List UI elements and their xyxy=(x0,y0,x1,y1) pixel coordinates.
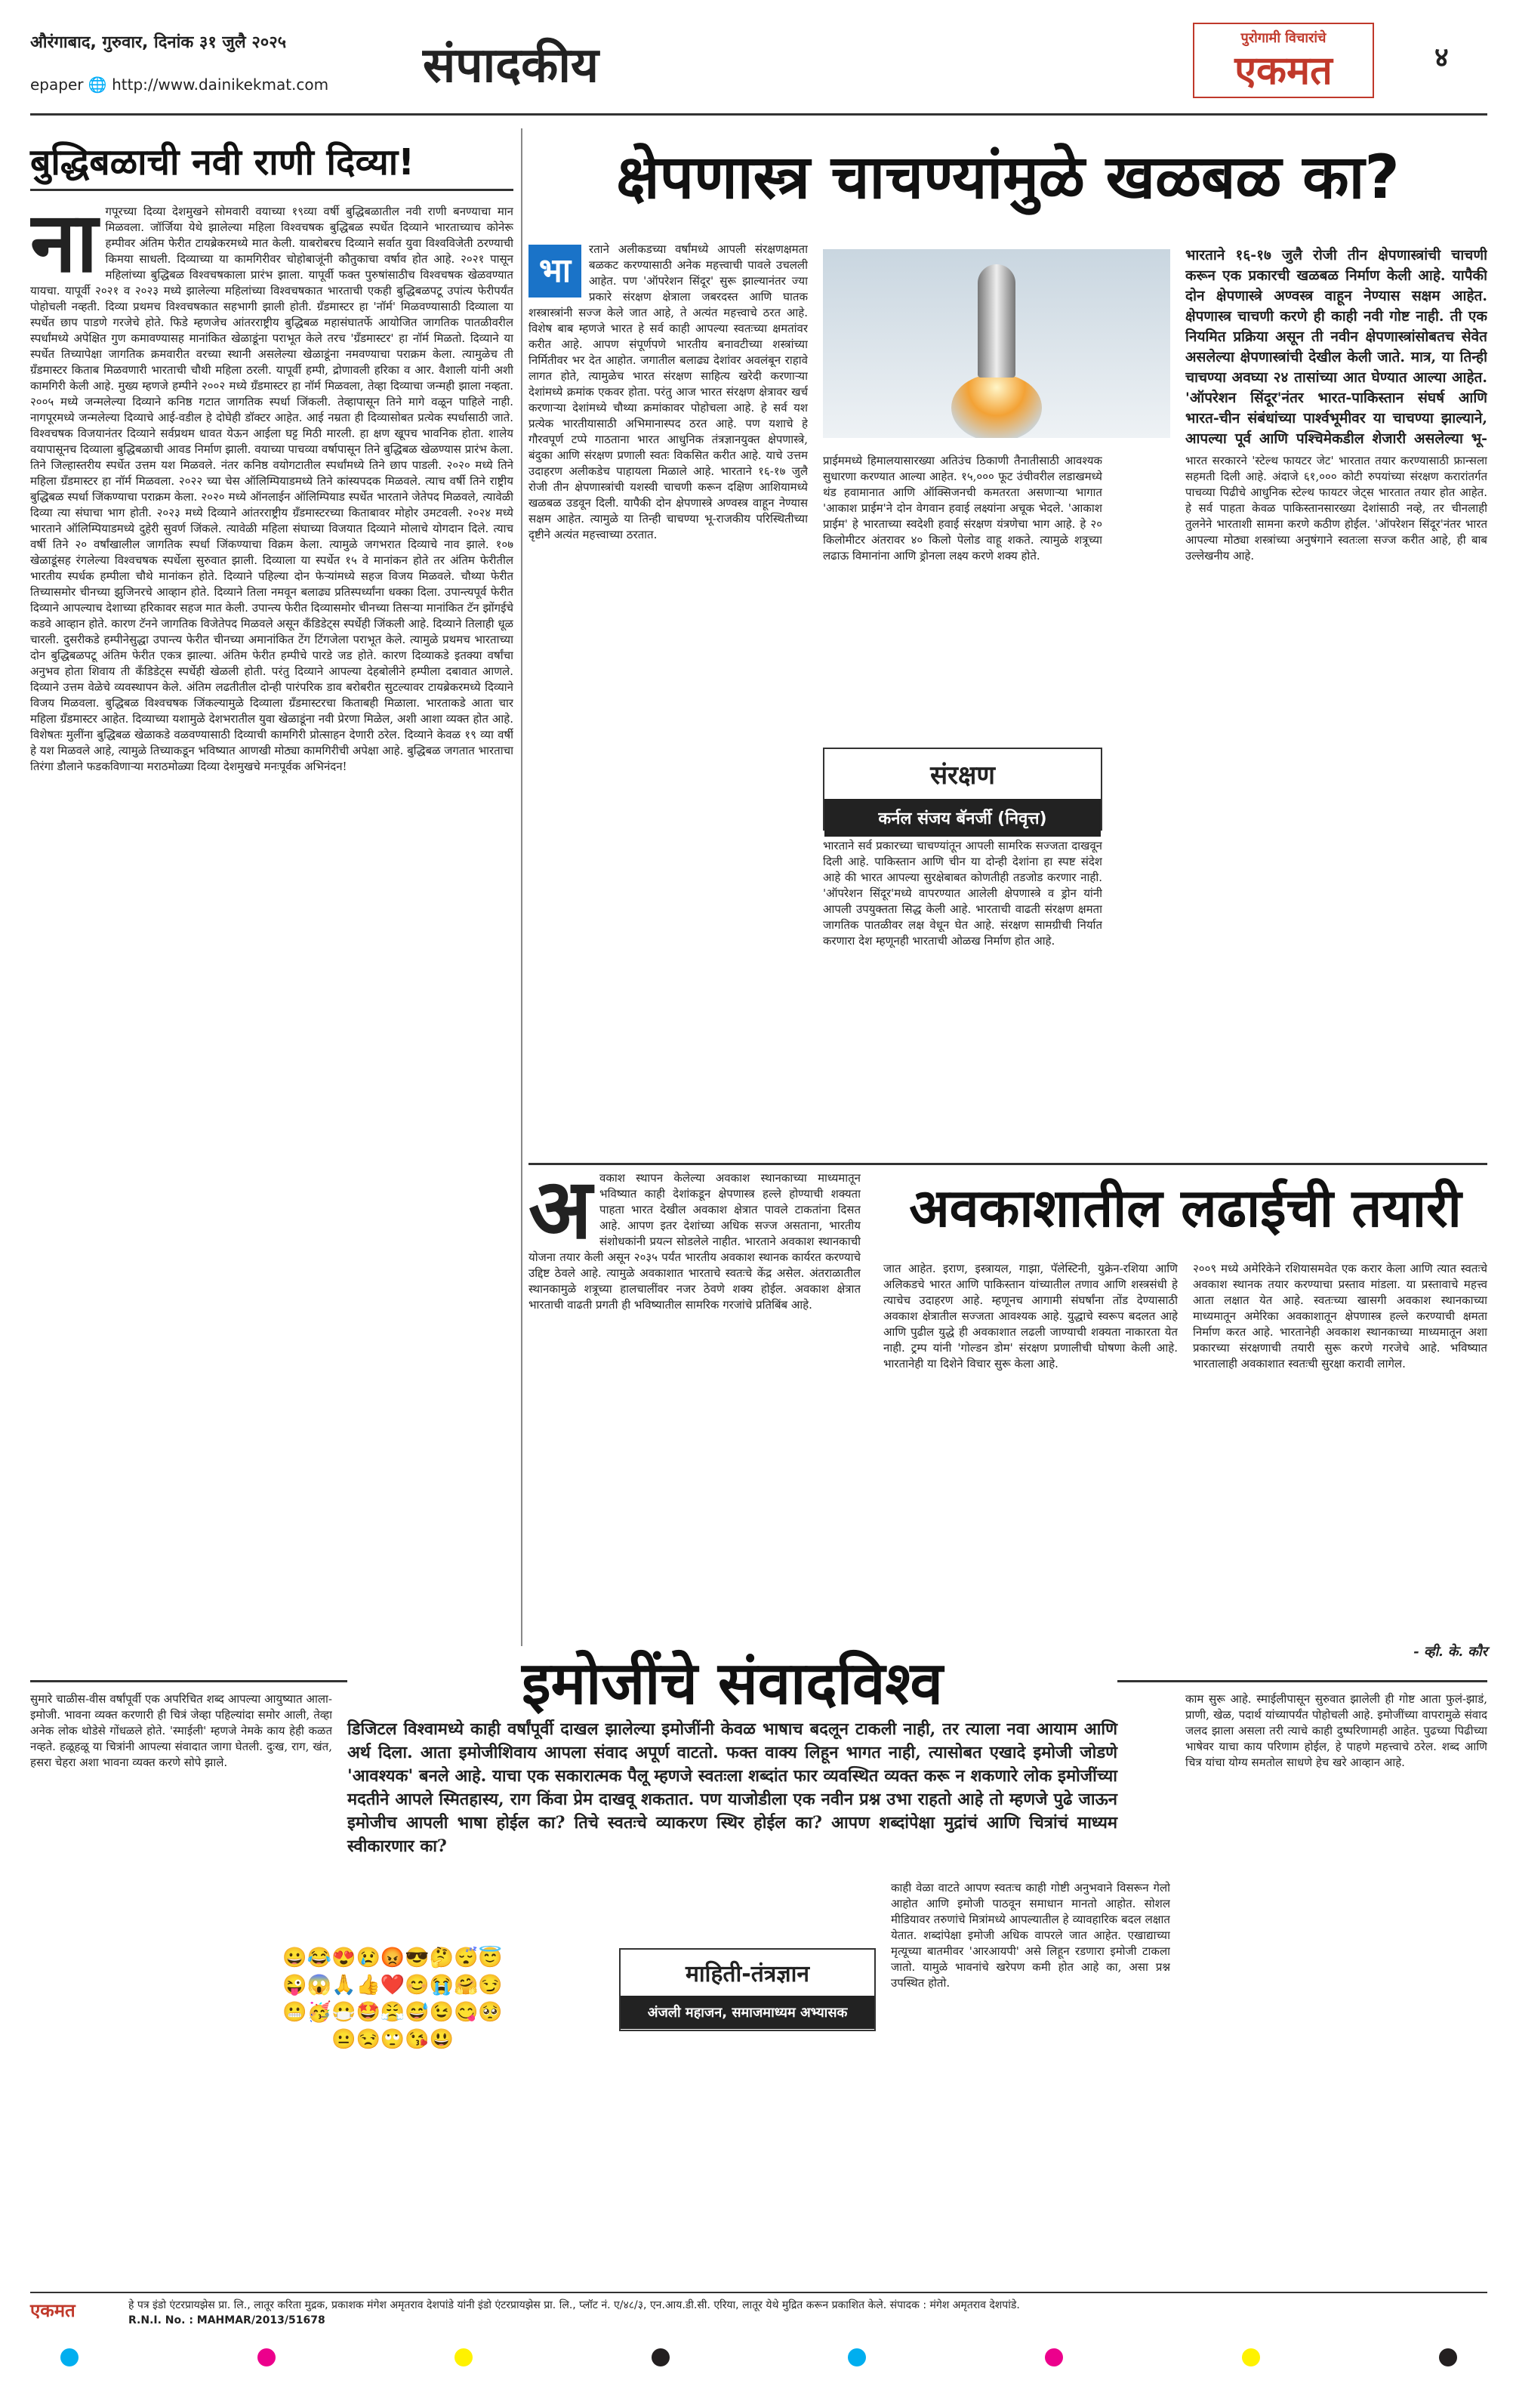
footer-rni: R.N.I. No. : MAHMAR/2013/51678 xyxy=(128,2314,325,2326)
emoji-icon: 👍 xyxy=(356,1974,381,1996)
article3-body-col2: जात आहेत. इराण, इस्त्रायल, गाझा, पॅलेस्टिनी, युक्रेन-रशिया आणि अलिकडचे भारत आणि पाकिस्तान यांच्यातील तणाव आणि शस्त्रसंधी हे त्याचेच उदाहरण आहे. म्हणूनच आगामी संघर्षांना तोंड देण्यासाठी अवकाश क्षेत्रातील सज्जता आवश्यक आहे. युद्धाचे स्वरूप बदलत आहे आणि पुढील युद्धे ही अवकाशात लढली जाण्याची शक्यता नाकारता येत नाही. ट्रम्प यांनी 'गोल्डन डोम' संरक्षण प्रणालीची घोषणा केली आहे. भारतानेही या दिशेने विचार सुरू केला आहे. xyxy=(883,1262,1178,1370)
emoji-icon: 😋 xyxy=(453,2001,479,2024)
emoji-icon: 😜 xyxy=(282,1974,307,1996)
article3-dropcap: अ xyxy=(528,1170,593,1257)
emoji-icon: 😴 xyxy=(453,1947,479,1969)
article4-author-box xyxy=(619,1948,876,2031)
article4-intro: डिजिटल विश्वामध्ये काही वर्षांपूर्वी दाखल झालेल्या इमोजींनी केवळ भाषाच बदलून टाकली नाही, तर त्याला नवा आयाम आणि अर्थ दिला. आता इमोजीशिवाय आपला संवाद अपूर्ण वाटतो. फक्त वाक्य लिहून भागत नाही, त्यासोबत एखादे इमोजी जोडणे 'आवश्यक' बनले आहे. याचा एक सकारात्मक पैलू म्हणजे स्वतःला शब्दांत फार व्यवस्थित व्यक्त करू न शकणारे लोक इमोजींच्या मदतीने आपले स्मितहास्य, राग किंवा प्रेम दाखवू शकतात. पण याजोडीला एक नवीन प्रश्न उभा राहतो आहे तो म्हणजे पुढे जाऊन इमोजीच आपली भाषा होईल का? तिचे स्वतःचे व्याकरण स्थिर होईल का? आपण शब्दांपेक्षा मुद्रांचं आणि चित्रांचं माध्यम स्वीकारणार का? xyxy=(347,1719,1117,1856)
footer-logo: एकमत xyxy=(30,2300,75,2321)
logo-tagline: पुरोगामी विचारांचे xyxy=(1240,30,1326,46)
footer-publisher: हे पत्र इंडो एंटरप्रायझेस प्रा. लि., लातूर करिता मुद्रक, प्रकाशक मंगेश अमृतराव देशपांडे यांनी इंडो एंटरप्रायझेस प्रा. लि., प्लॉट नं. ए/४८/३, एन.आय.डी.सी. एरिया, लातूर येथे मुद्रित करून प्रकाशित केले. संपादक : मंगेश अमृतराव देशपांडे. xyxy=(128,2299,1020,2311)
footer xyxy=(30,2292,1487,2329)
article4-body-col2: काही वेळा वाटते आपण स्वतःच काही गोष्टी अनुभवाने विसरून गेलो आहोत आणि इमोजी पाठवून समाधान मानतो आहोत. सोशल मीडियावर तरुणांचे मित्रांमध्ये आपल्यातील हे व्यावहारिक बदल लक्षात येतात. शब्दांपेक्षा इमोजी अधिक वापरले जात आहेत. एखाद्याच्या मृत्यूच्या बातमीवर 'आरआयपी' असे लिहून रडणारा इमोजी टाकला जातो. यामुळे भावनांचे खरेपण कमी होत आहे का, असा प्रश्न उपस्थित होतो. xyxy=(891,1881,1170,1990)
article1-dropcap: ना xyxy=(30,204,98,291)
emoji-icon: 😍 xyxy=(331,1947,356,1969)
emoji-icon: 😢 xyxy=(356,1947,381,1969)
emoji-icon: 😐 xyxy=(331,2028,356,2051)
missile-body xyxy=(978,264,1015,378)
article2-body-col4: भारत सरकारने 'स्टेल्थ फायटर जेट' भारतात तयार करण्यासाठी फ्रान्सला सहमती दिली आहे. अंदाजे ६१,००० कोटी रुपयांच्या संरक्षण करारांतर्गत पाचव्या पिढीचे आधुनिक स्टेल्थ फायटर जेट्स भारतात तयार होत आहेत. हे सर्व पाहता केवळ पाकिस्तानसारख्या देशांसाठी नव्हे, तर चीनलाही तुलनेने भारताशी सामना करणे कठीण होईल. 'ऑपरेशन सिंदूर'नंतर भारत आपल्या मोठ्या शस्त्रांच्या अनुषंगाने स्वतःला सज्ज करीत आहे, ही बाब उल्लेखनीय आहे. xyxy=(1185,454,1487,563)
yellow-mark xyxy=(1242,2348,1260,2366)
epaper-label: epaper xyxy=(30,76,84,94)
emoji-icon: 😱 xyxy=(307,1974,332,1996)
missile-flame xyxy=(951,374,1042,438)
emoji-icon: 🤔 xyxy=(429,1947,454,1969)
article2-body-col1 xyxy=(528,242,808,936)
article1-text: गपूरच्या दिव्या देशमुखने सोमवारी वयाच्या १९व्या वर्षी बुद्धिबळातील नवी राणी बनण्याचा मान मिळवला. जॉर्जिया येथे झालेल्या महिला विश्वचषक बुद्धिबळ स्पर्धेत दिव्याने भारताच्याच कोनेरू हम्पीवर अंतिम फेरीत टायब्रेकरमध्ये मात केली. याबरोबरच दिव्याने सर्वात युवा विश्वविजेती ठरण्याची किमया साधली. दिव्याच्या या कामगिरीवर चोहोबाजूंनी कौतुकाचा वर्षाव होत आहे. २०२१ पासून महिलांच्या बुद्धिबळ विश्वचषकाला प्रारंभ झाला. यापूर्वी फक्त पुरुषांसाठीच विश्वचषक खेळवण्यात यायचा. यापूर्वी २०२१ व २०२३ मध्ये झालेल्या महिलांच्या विश्वचषकात भारताची एकही बुद्धिबळपटू उपांत्य फेरीपर्यंत पोहोचली नव्हती. दिव्या प्रथमच विश्वचषकात सहभागी झाली होती. ग्रँडमास्टर हा 'नॉर्म' मिळवण्यासाठी दिव्याला या स्पर्धेत छाप पाडणे गरजेचे होते. फिडे म्हणजेच आंतरराष्ट्रीय बुद्धिबळ महासंघातर्फे आयोजित जागतिक पातळीवरील स्पर्धांमध्ये अपेक्षित गुण कमावण्यासह मानांकित खेळाडूंना पराभूत केले तरच 'ग्रँडमास्टर' हा नॉर्म मिळतो. दिव्याने या स्पर्धेत तिच्यापेक्षा जागतिक क्रमवारीत वरच्या स्थानी असलेल्या खेळाडूंना नमवण्याचा पराक्रम केला. त्यामुळेच ती ग्रँडमास्टर किताब मिळवणारी भारताची चौथी महिला ठरली. यापूर्वी हम्पी, द्रोणावली हरिका व आर. वैशाली यांनी अशी कामगिरी केली आहे. मुख्य म्हणजे हम्पीने २००२ मध्ये ग्रँडमास्टर हा नॉर्म मिळवला, तेव्हा दिव्याचा जन्मही झाला नव्हता. २००५ मध्ये जन्मलेल्या दिव्याने कनिष्ठ गटात जागतिक स्पर्धा जिंकली. तेव्हापासून तिने मागे वळून पाहिले नाही. नागपूरमध्ये जन्मलेल्या दिव्याचे आई-वडील हे दोघेही डॉक्टर आहेत. आई नम्रता ही दिव्यासोबत प्रत्येक स्पर्धासाठी जाते. विश्वचषक विजयानंतर दिव्याने सर्वप्रथम धावत येऊन आईला घट्ट मिठी मारली. हा क्षण खूपच भावनिक होता. शालेय वयापासूनच दिव्याला बुद्धिबळाची आवड निर्माण झाली. वयाच्या पाचव्या वर्षापासून तिने बुद्धिबळ खेळण्यास प्रारंभ केला. तिने जिल्हास्तरीय स्पर्धेत उत्तम यश मिळवले. नंतर कनिष्ठ वयोगटातील स्पर्धांमध्ये तिने छाप पाडली. २०२० मध्ये तिने महिला ग्रँडमास्टर हा नॉर्म मिळवला. २०२२ च्या चेस ऑलिम्पियाडमध्ये तिने कांस्यपदक मिळवले. त्याच वर्षी तिने राष्ट्रीय बुद्धिबळ स्पर्धा जिंकण्याचा पराक्रम केला. २०२० मध्ये ऑनलाईन ऑलिम्पियाड स्पर्धेत भारताने जेतेपद मिळवले, त्यावेळी दिव्या त्या संघाचा भाग होती. २०२३ मध्ये दिव्याने आंतरराष्ट्रीय ग्रँडमास्टरच्या किताबावर मोहोर उमटवली. २०२४ मध्ये भारताने ऑलिम्पियाडमध्ये दुहेरी सुवर्ण जिंकले. त्यावेळी महिला संघाच्या विजयात दिव्याने मोलाचे योगदान दिले. त्याच वर्षी तिने २० वर्षांखालील जागतिक स्पर्धा जिंकण्याचा विक्रम केला. त्यामुळे जगभरात दिव्याचे नाव झाले. १०७ खेळाडूंसह रंगलेल्या विश्वचषक स्पर्धेला सुरुवात झाली. दिव्याला या स्पर्धेत १५ वे मानांकन होते तर अंतिम फेरीतील भारतीय स्पर्धक हम्पीला चौथे मानांकन होते. दिव्याने पहिल्या दोन फेऱ्यांमध्ये सहज विजय मिळवले. चौथ्या फेरीत तिच्यासमोर चीनच्या झुजिनरचे आव्हान होते. दिव्याने तिला नमवून बलाढ्य प्रतिस्पर्ध्यांना धक्का दिला. उपान्त्यपूर्व फेरीत दिव्याने आपल्याच देशाच्या हरिकावर सहज मात केली. उपान्त्य फेरीत दिव्यासमोर चीनच्या तिसऱ्या मानांकित टॅन झोंगईचे कडवे आव्हान होते. कारण टॅनने जागतिक विजेतेपद मिळवले असून कॅंडिडेट्स स्पर्धेही जिंकली आहे. दिव्याने तिलाही धूळ चारली. दुसरीकडे हम्पीनेसुद्धा उपान्त्य फेरीत चीनच्या अमानांकित टेंग टिंगजेला पराभूत केले. त्यामुळे प्रथमच भारताच्या दोन बुद्धिबळपटू अंतिम फेरीत एकत्र झाल्या. अंतिम फेरीत हम्पीचे पारडे जड होते. कारण दिव्याकडे इतक्या वर्षांचा अनुभव होता शिवाय ती कॅंडिडेट्स स्पर्धेही खेळली होती. परंतु दिव्याने आपल्या देहबोलीने हम्पीला दबावात आणले. दिव्याने उत्तम वेळेचे व्यवस्थापन केले. अंतिम लढतीतील दोन्ही पारंपरिक डाव बरोबरीत सुटल्यावर टायब्रेकरमध्ये दिव्याने विजय मिळवला. बुद्धिबळ विश्वचषक जिंकल्यामुळे दिव्याला ग्रँडमास्टरचा किताबही मिळाला. भारताकडे आता चार महिला ग्रँडमास्टर आहेत. दिव्याच्या यशामुळे देशभरातील युवा खेळाडूंना नवी प्रेरणा मिळेल, अशी आशा व्यक्त होत आहे. विशेषतः मुलींना बुद्धिबळ खेळाकडे वळवण्यासाठी दिव्याची कामगिरी प्रोत्साहन देणारी ठरेल. दिव्याने केवळ १९ व्या वर्षी हे यश मिळवले आहे, त्यामुळे तिच्याकडून भविष्यात आणखी मोठ्या कामगिरीची अपेक्षा आहे. बुद्धिबळ जगतात भारताचा तिरंगा डौलाने फडकविणाऱ्या मराठमोळ्या दिव्या देशमुखचे मनःपूर्वक अभिनंदन! xyxy=(30,205,513,773)
article2-author-box xyxy=(823,748,1102,831)
article2-headline: क्षेपणास्त्र चाचण्यांमुळे खळबळ का? xyxy=(616,142,1400,212)
article4-body-col3: काम सुरू आहे. स्माईलीपासून सुरुवात झालेली ही गोष्ट आता फुलं-झाडं, प्राणी, खेळ, पदार्थ यांच्यापर्यंत पोहोचली आहे. इमोजींच्या वापरामुळे संवाद जलद झाला असला तरी त्याचे काही दुष्परिणामही आहेत. पुढच्या पिढीच्या भाषेवर याचा काय परिणाम होईल, हे पाहणे महत्त्वाचे ठरेल. शब्द आणि चित्र यांचा योग्य समतोल साधणे हेच खरे आव्हान आहे. xyxy=(1185,1692,1487,1769)
article2-body-col3: भारताने सर्व प्रकारच्या चाचण्यांतून आपली सामरिक सज्जता दाखवून दिली आहे. पाकिस्तान आणि चीन या दोन्ही देशांना हा स्पष्ट संदेश आहे की भारत आपल्या सुरक्षेबाबत कोणतीही तडजोड करणार नाही. 'ऑपरेशन सिंदूर'मध्ये वापरण्यात आलेली क्षेपणास्त्रे व ड्रोन यांनी आपली उपयुक्तता सिद्ध केली आहे. भारताची वाढती संरक्षण क्षमता जागतिक पातळीवर लक्ष वेधून घेत आहे. संरक्षण सामग्रीची निर्यात करणारा देश म्हणूनही भारताची ओळख निर्माण होत आहे. xyxy=(823,839,1102,948)
article4-column-name: माहिती-तंत्रज्ञान xyxy=(685,1961,810,1987)
issue-date: औरंगाबाद, गुरुवार, दिनांक ३१ जुलै २०२५ xyxy=(30,33,287,52)
emoji-collage xyxy=(272,1944,513,2118)
emoji-icon: 😭 xyxy=(429,1974,454,1996)
emoji-icon: 😅 xyxy=(405,2001,430,2024)
masthead-left xyxy=(30,30,423,106)
cyan-mark xyxy=(848,2348,866,2366)
header-divider xyxy=(30,113,1487,116)
article4-author: अंजली महाजन, समाजमाध्यम अभ्यासक xyxy=(621,1996,874,2029)
globe-icon: 🌐 xyxy=(88,76,107,94)
yellow-mark xyxy=(454,2348,473,2366)
emoji-icon: 😇 xyxy=(478,1947,503,1969)
article3-text1: वकाश स्थापन केलेल्या अवकाश स्थानकाच्या माध्यमातून भविष्यात काही देशांकडून क्षेपणास्त्र हल्ले होण्याची शक्यता पाहता भारत देखील अवकाश क्षेत्रात पावले टाकतांना दिसत आहे. आपण इतर देशांच्या अधिक सज्ज असताना, भारतीय संशोधकांनी प्रयत्न सोडलेले नाहीत. भारताने अवकाश स्थानकाची योजना तयार केली असून २०३५ पर्यंत भारतीय अवकाश स्थानक कार्यरत करण्याचे उद्दिष्ट ठेवले आहे. त्यामुळे अवकाशात भारताचे स्वतःचे केंद्र असेल. अंतराळातील स्थानकामुळे शत्रूच्या हालचालींवर नजर ठेवणे शक्य होईल. अवकाश क्षेत्रात भारताची वाढती प्रगती ही भविष्यातील सामरिक गरजांचे प्रतिबिंब आहे. xyxy=(528,1171,861,1312)
website-link[interactable]: http://www.dainikekmat.com xyxy=(112,76,329,94)
emoji-icon: 😡 xyxy=(380,1947,405,1969)
article3-byline: - व्ही. के. कौर xyxy=(1413,1644,1487,1660)
black-mark xyxy=(1439,2348,1457,2366)
emoji-icon: 😀 xyxy=(282,1947,307,1969)
emoji-icon: 😏 xyxy=(478,1974,503,1996)
magenta-mark xyxy=(1045,2348,1063,2366)
article2-lead: भारताने १६-१७ जुलै रोजी तीन क्षेपणास्त्रांची चाचणी करून एक प्रकारची खळबळ निर्माण केली आहे. यापैकी दोन क्षेपणास्त्रे अण्वस्त्र वाहून नेण्यास सक्षम आहेत. क्षेपणास्त्र चाचणी करणे ही काही नवी गोष्ट नाही. ती एक नियमित प्रक्रिया असून ती नवीन क्षेपणास्त्रांसोबतच सेवेत असलेल्या क्षेपणास्त्रांची देखील केली जाते. मात्र, या तिन्ही चाचण्या अवघ्या २४ तासांच्या आत घेण्यात आल्या आहेत. 'ऑपरेशन सिंदूर'नंतर भारत-पाकिस्तान संघर्ष आणि भारत-चीन संबंधांच्या पार्श्वभूमीवर या चाचण्या झाल्याने, आपल्या पूर्व आणि पश्चिमेकडील शेजारी असलेल्या भू- xyxy=(1185,247,1487,447)
section-title: संपादकीय xyxy=(423,38,599,94)
emoji-icon: 😷 xyxy=(331,2001,356,2024)
emoji-icon: 😬 xyxy=(282,2001,307,2024)
emoji-icon: 😤 xyxy=(380,2001,405,2024)
newspaper-logo xyxy=(1193,23,1374,98)
article2-text1: रताने अलीकडच्या वर्षांमध्ये आपली संरक्षणक्षमता बळकट करण्यासाठी अनेक महत्त्वाची पावले उचलली आहेत. पण 'ऑपरेशन सिंदूर' सुरू झाल्यानंतर ज्या प्रकारे संरक्षण क्षेत्राला जबरदस्त आणि घातक शस्त्रास्त्रांनी सज्ज केले जात आहे, ते अत्यंत महत्त्वाचे ठरत आहे. विशेष बाब म्हणजे भारत हे सर्व काही आपल्या स्वतःच्या क्षमतांवर करीत आहे. आपण संपूर्णपणे भारतीय बनावटीच्या शस्त्रांच्या निर्मितीवर भर देत आहोत. जगातील बलाढ्य देशांवर अवलंबून राहावे लागत होते, त्यामुळेच भारत संरक्षण साहित्य खरेदी करणाऱ्या देशांमध्ये क्रमांक एकवर होता. परंतु आज भारत संरक्षण क्षेत्रावर खर्च करणाऱ्या देशांमध्ये चौथ्या क्रमांकावर पोहोचला आहे. हे सर्व यश प्रत्येक भारतीयासाठी अभिमानास्पद ठरत आहे. पण यशाचे हे गौरवपूर्ण टप्पे गाठताना भारत आधुनिक तंत्रज्ञानयुक्त क्षेपणास्त्रे, बंदुका आणि संरक्षण प्रणाली स्वतः विकसित करीत आहे. याचे उत्तम उदाहरण अलीकडेच पाहायला मिळाले आहे. भारताने १६-१७ जुलै रोजी तीन क्षेपणास्त्रांची यशस्वी चाचणी करून दक्षिण आशियामध्ये खळबळ उडवून दिली. यापैकी दोन क्षेपणास्त्रे अण्वस्त्र वाहून नेण्यास सक्षम आहेत. त्यामुळे या तिन्ही चाचण्या भू-राजकीय परिस्थितीच्या दृष्टीने अत्यंत महत्त्वाच्या ठरतात. xyxy=(528,242,808,541)
cyan-mark xyxy=(60,2348,79,2366)
logo-name: एकमत xyxy=(1234,48,1333,94)
article3-headline: अवकाशातील लढाईची तयारी xyxy=(909,1177,1462,1239)
article4-body-col1: सुमारे चाळीस-वीस वर्षांपूर्वी एक अपरिचित शब्द आपल्या आयुष्यात आला- इमोजी. भावना व्यक्त करणारी ही चित्रं जेव्हा पहिल्यांदा समोर आली, तेव्हा अनेक लोक थोडेसे गोंधळले होते. 'स्माईली' म्हणजे नेमके काय हेही कळत नव्हते. हळूहळू या चित्रांनी आपल्या संवादात जागा घेतली. दुःख, राग, खंत, हसरा चेहरा अशा भावना व्यक्त करणे सोपे झाले. xyxy=(30,1692,332,1769)
emoji-icon: 😒 xyxy=(356,2028,381,2051)
emoji-icon: 😎 xyxy=(405,1947,430,1969)
emoji-icon: 😘 xyxy=(405,2028,430,2051)
epaper-url[interactable] xyxy=(30,76,423,94)
magenta-mark xyxy=(257,2348,276,2366)
article2-body-col2: प्राईममध्ये हिमालयासारख्या अतिउंच ठिकाणी तैनातीसाठी आवश्यक सुधारणा करण्यात आल्या आहेत. १५,००० फूट उंचीवरील लडाखमध्ये थंड हवामानात आणि ऑक्सिजनची कमतरता असणाऱ्या भागात 'आकाश प्राईम'ने दोन वेगवान हवाई लक्ष्यांना अचूक भेदले. 'आकाश प्राईम' हे भारताच्या स्वदेशी हवाई संरक्षण यंत्रणेचा भाग आहे. हे २० किलोमीटर अंतरावर ४० किलो पेलोड वाहू शकते. त्यामुळे शत्रूच्या लढाऊ विमानांना आणि ड्रोनला लक्ष्य करणे शक्य होते. xyxy=(823,454,1102,563)
article2-bottom-rule xyxy=(528,1163,1487,1165)
emoji-icon: 🥳 xyxy=(307,2001,332,2024)
missile-launch-image xyxy=(823,249,1170,438)
emoji-icon: 🤗 xyxy=(453,1974,479,1996)
emoji-icon: 🙏 xyxy=(331,1974,356,1996)
emoji-icon: 😃 xyxy=(429,2028,454,2051)
emoji-icon: 😉 xyxy=(429,2001,454,2024)
emoji-icon: 😊 xyxy=(405,1974,430,1996)
page-number: ४ xyxy=(1434,42,1449,73)
article2-author: कर्नल संजय बॅनर्जी (निवृत्त) xyxy=(824,799,1101,837)
article1-rule xyxy=(30,189,513,191)
article1-body xyxy=(30,204,513,1850)
black-mark xyxy=(652,2348,670,2366)
article3-body-col3: २००९ मध्ये अमेरिकेने रशियासमवेत एक करार केला आणि त्यात स्वतःचे अवकाश स्थानक तयार करण्याचा प्रस्ताव मांडला. या प्रस्तावाचे महत्त्व आता लक्षात येत आहे. स्वतःच्या खासगी अवकाश स्थानकाच्या माध्यमातून अमेरिका अवकाशातून क्षेपणास्त्र हल्ले करण्याची क्षमता निर्माण करत आहे. भारतानेही अवकाश स्थानकाच्या माध्यमातून अशा प्रकारच्या संरक्षणाची तयारी सुरू करणे गरजेचे आहे. भविष्यात भारतालाही अवकाशात स्वतःची सुरक्षा करावी लागेल. xyxy=(1193,1262,1487,1370)
article2-dropcap: भा xyxy=(528,245,581,298)
emoji-icon: 🤩 xyxy=(356,2001,381,2024)
article1-headline: बुद्धिबळाची नवी राणी दिव्या! xyxy=(30,141,415,183)
emoji-icon: 🙄 xyxy=(380,2028,405,2051)
article4-headline: इमोजींचे संवादविश्व xyxy=(347,1646,1117,1722)
article3-body-col1 xyxy=(528,1170,861,1669)
emoji-icon: 😂 xyxy=(307,1947,332,1969)
column-divider xyxy=(521,128,522,1676)
emoji-icon: ❤️ xyxy=(380,1974,405,1996)
article2-column-name: संरक्षण xyxy=(930,760,995,791)
emoji-icon: 🥺 xyxy=(478,2001,503,2024)
registration-marks xyxy=(60,2348,1457,2371)
